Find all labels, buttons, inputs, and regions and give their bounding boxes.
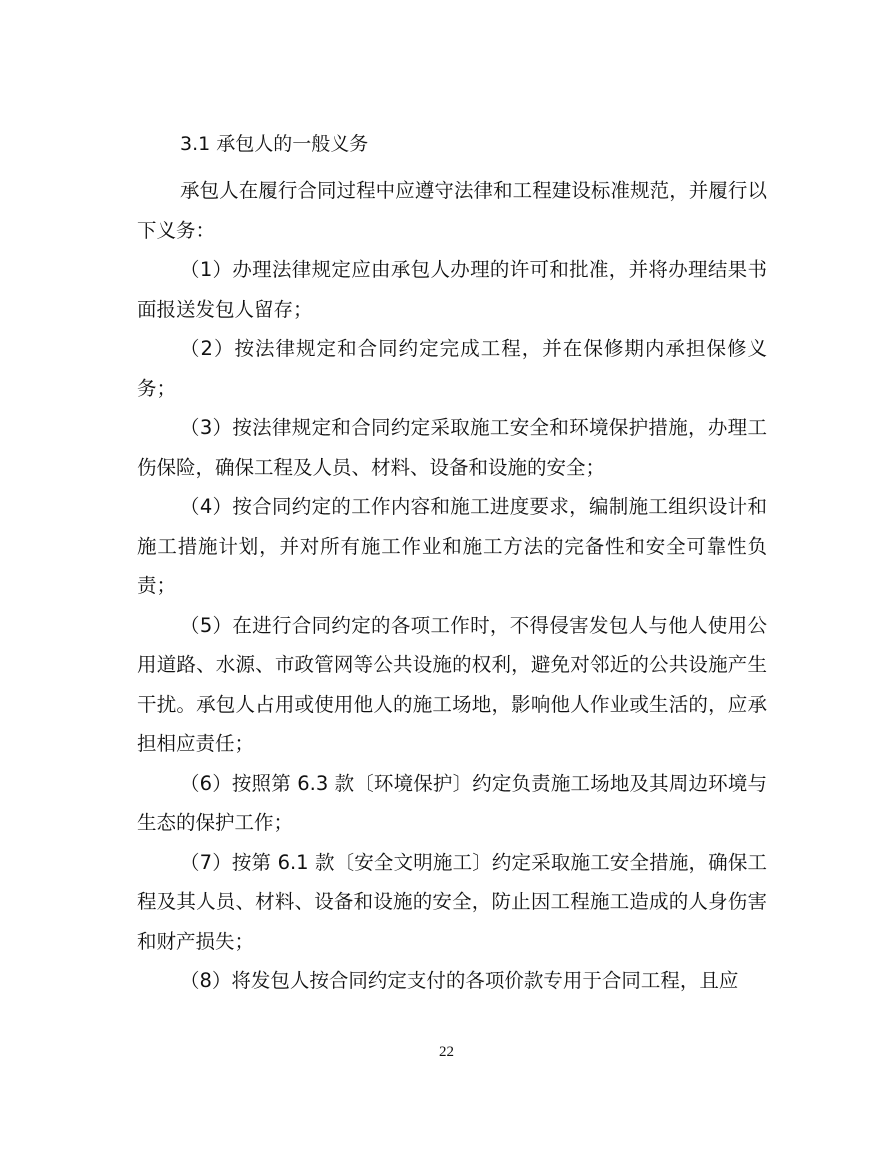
paragraph-item-6: （6）按照第 6.3 款〔环境保护〕约定负责施工场地及其周边环境与生态的保护工作； [137, 771, 767, 834]
paragraph-item-4: （4）按合同约定的工作内容和施工进度要求，编制施工组织设计和施工措施计划，并对所有施工作业和施工方法的完备性和安全可靠性负责； [137, 495, 767, 597]
body-text [137, 171, 767, 1001]
paragraph-item-8: （8）将发包人按合同约定支付的各项价款专用于合同工程，且应 [180, 969, 739, 992]
paragraph-item-1: （1）办理法律规定应由承包人办理的许可和批准，并将办理结果书面报送发包人留存； [137, 258, 767, 321]
paragraph-item-7: （7）按第 6.1 款〔安全文明施工〕约定采取施工安全措施，确保工程及其人员、材料、设备和设施的安全，防止因工程施工造成的人身伤害和财产损失； [137, 850, 767, 953]
paragraph-item-2: （2）按法律规定和合同约定完成工程，并在保修期内承担保修义务； [137, 337, 767, 400]
paragraph-intro: 承包人在履行合同过程中应遵守法律和工程建设标准规范，并履行以下义务： [137, 179, 767, 242]
section-title: 3.1 承包人的一般义务 [180, 133, 369, 155]
paragraph-item-5: （5）在进行合同约定的各项工作时，不得侵害发包人与他人使用公用道路、水源、市政管网等公共设施的权利，避免对邻近的公共设施产生干扰。承包人占用或使用他人的施工场地，影响他人作业或生活的，应承担相应责任； [137, 613, 767, 755]
paragraph-item-3: （3）按法律规定和合同约定采取施工安全和环境保护措施，办理工伤保险，确保工程及人员、材料、设备和设施的安全； [137, 416, 767, 479]
page-number: 22 [439, 1044, 454, 1060]
